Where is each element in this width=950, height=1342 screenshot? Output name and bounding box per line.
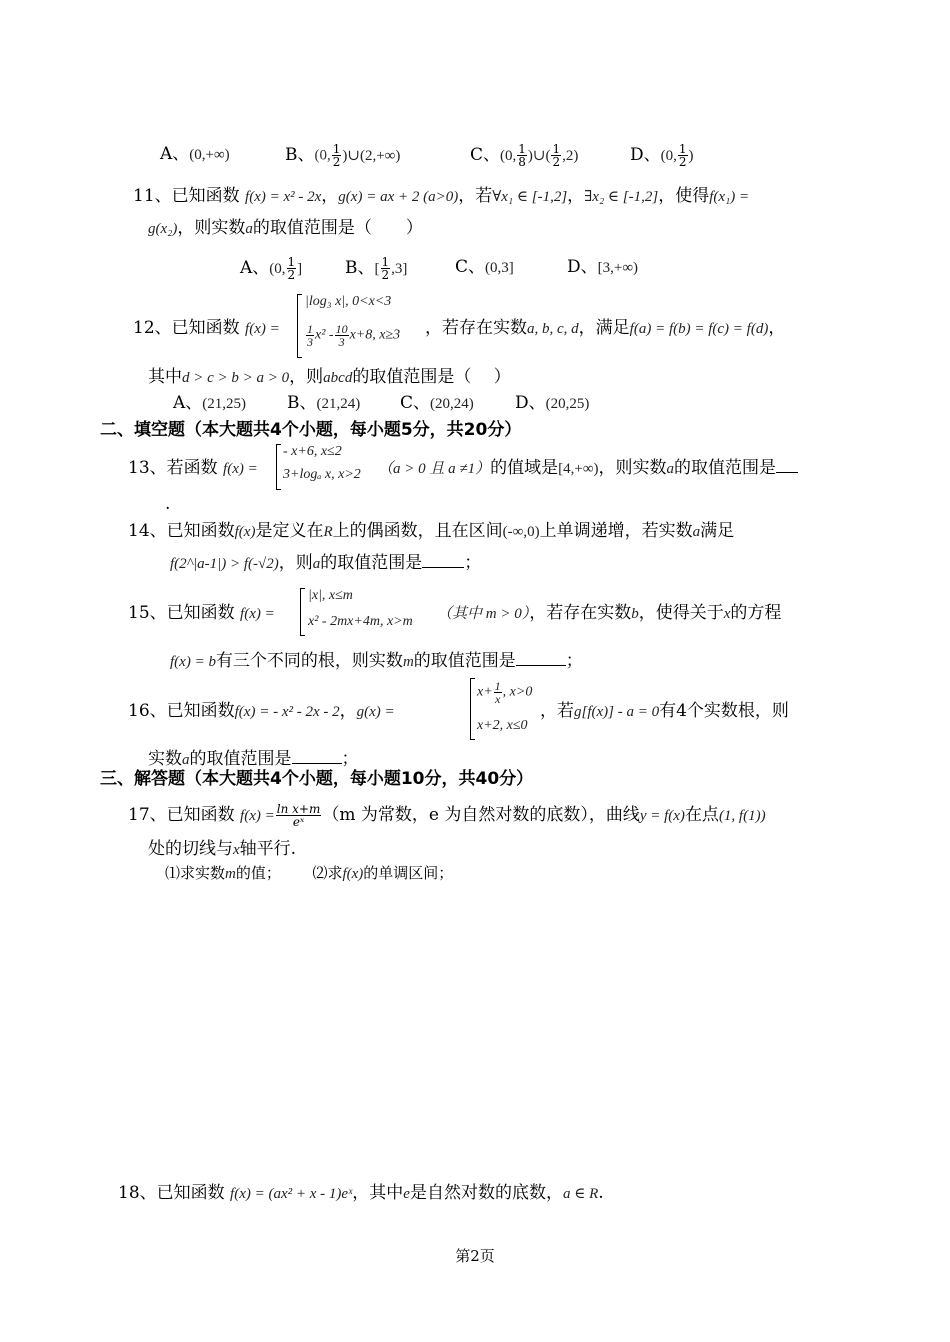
q11-option-b: B、[ $\frac{1}{2}$ ,3] xyxy=(345,255,408,282)
q16-piece1: x+ $\frac{1}{x}$ , x>0 xyxy=(477,679,533,706)
q12-option-b: B、(21,24) xyxy=(287,393,361,413)
section3-title: 三、解答题（本大题共4个小题，每小题10分，共40分） xyxy=(100,769,534,789)
q15-brace xyxy=(300,588,305,636)
q17-subquestions: ⑴求实数m的值； ⑵求f(x)的单调区间； xyxy=(165,864,454,882)
q16-line2: 实数a的取值范围是 ； xyxy=(148,749,359,769)
q11-line2: g(x₂)，则实数a的取值范围是（ ） xyxy=(148,218,423,238)
q12-option-c: C、(20,24) xyxy=(400,393,474,413)
q16-piece2: x+2, x≤0 xyxy=(477,718,528,733)
q14-line2: f(2^|a-1|) > f(-√2)，则a的取值范围是 ； xyxy=(170,553,482,573)
q13-line1-left: 13、若函数 f(x) = xyxy=(128,458,258,478)
q11-line1: 11、已知函数 f(x) = x² - 2x，g(x) = ax + 2 (a>0)，若∀x₁ ∈ [-1,2]，∃x₂ ∈ [-1,2]，使得f(x₁) = xyxy=(133,186,750,206)
q15-line1-left: 15、已知函数 f(x) = xyxy=(128,603,275,623)
q12-line1-left: 12、已知函数 f(x) = xyxy=(133,318,280,338)
q10-option-d: D、(0, $\frac{1}{2}$ ) xyxy=(630,142,694,169)
q12-line2: 其中d > c > b > a > 0，则abcd的取值范围是（ ） xyxy=(148,367,511,387)
q15-line2: f(x) = b有三个不同的根，则实数m的取值范围是 ； xyxy=(170,651,583,671)
q13-dot: . xyxy=(165,494,171,514)
q11-option-a: A、(0, $\frac{1}{2}$ ] xyxy=(240,255,303,282)
q10-options xyxy=(160,143,230,166)
section2-title: 二、填空题（本大题共4个小题，每小题5分，共20分） xyxy=(100,420,522,440)
q10-option-a: A、(0,+∞) xyxy=(160,144,230,164)
q16-line1-left: 16、已知函数f(x) = - x² - 2x - 2，g(x) = xyxy=(128,701,395,721)
q12-piece1: |log₃ x|, 0<x<3 xyxy=(305,294,392,309)
q10-option-c: C、(0, $\frac{1}{8}$ )∪( $\frac{1}{2}$ ,2) xyxy=(470,142,579,169)
q15-piece1: |x|, x≤m xyxy=(308,588,353,603)
q13-line1-right: （a > 0 且 a ≠1）的值域是[4,+∞)，则实数a的取值范围是 xyxy=(378,457,798,480)
q12-brace xyxy=(297,294,302,358)
page-number: 第2页 xyxy=(455,1247,495,1265)
q10-option-b: B、(0, $\frac{1}{2}$ )∪(2,+∞) xyxy=(285,142,401,169)
q13-piece1: - x+6, x≤2 xyxy=(283,444,342,459)
q13-brace xyxy=(276,444,281,490)
q12-piece2: $\frac{1}{3}$ x² - $\frac{10}{3}$ x+8, x≥3 xyxy=(307,322,401,349)
q11-option-c: C、(0,3] xyxy=(455,257,514,277)
q12-line1-right: ，若存在实数a, b, c, d，满足f(a) = f(b) = f(c) = f(d)， xyxy=(425,318,786,338)
q16-line1-right: ，若g[f(x)] - a = 0有4个实数根，则 xyxy=(540,701,789,721)
q16-brace xyxy=(470,678,475,740)
q15-line1-right: （其中 m > 0），若存在实数b，使得关于x的方程 xyxy=(437,603,782,623)
q15-piece2: x² - 2mx+4m, x>m xyxy=(308,614,413,629)
q12-option-a: A、(21,25) xyxy=(173,393,247,413)
q13-piece2: 3+logₐ x, x>2 xyxy=(283,467,361,482)
q12-option-d: D、(20,25) xyxy=(515,393,590,413)
q18-line1: 18、已知函数 f(x) = (ax² + x - 1)eˣ，其中e是自然对数的底数，a ∈ R. xyxy=(118,1183,604,1203)
q14-line1: 14、已知函数f(x)是定义在R上的偶函数，且在区间(-∞,0)上单调递增，若实数a满足 xyxy=(128,521,735,541)
q17-line1: 17、已知函数 f(x) = $\frac{\text{ln x+m}}{\text{eˣ}}$ （m 为常数，e 为自然对数的底数），曲线y = f(x)在点(1, f(1)) xyxy=(128,802,766,829)
q17-line2: 处的切线与x轴平行. xyxy=(148,839,297,859)
q11-option-d: D、[3,+∞) xyxy=(567,257,639,277)
